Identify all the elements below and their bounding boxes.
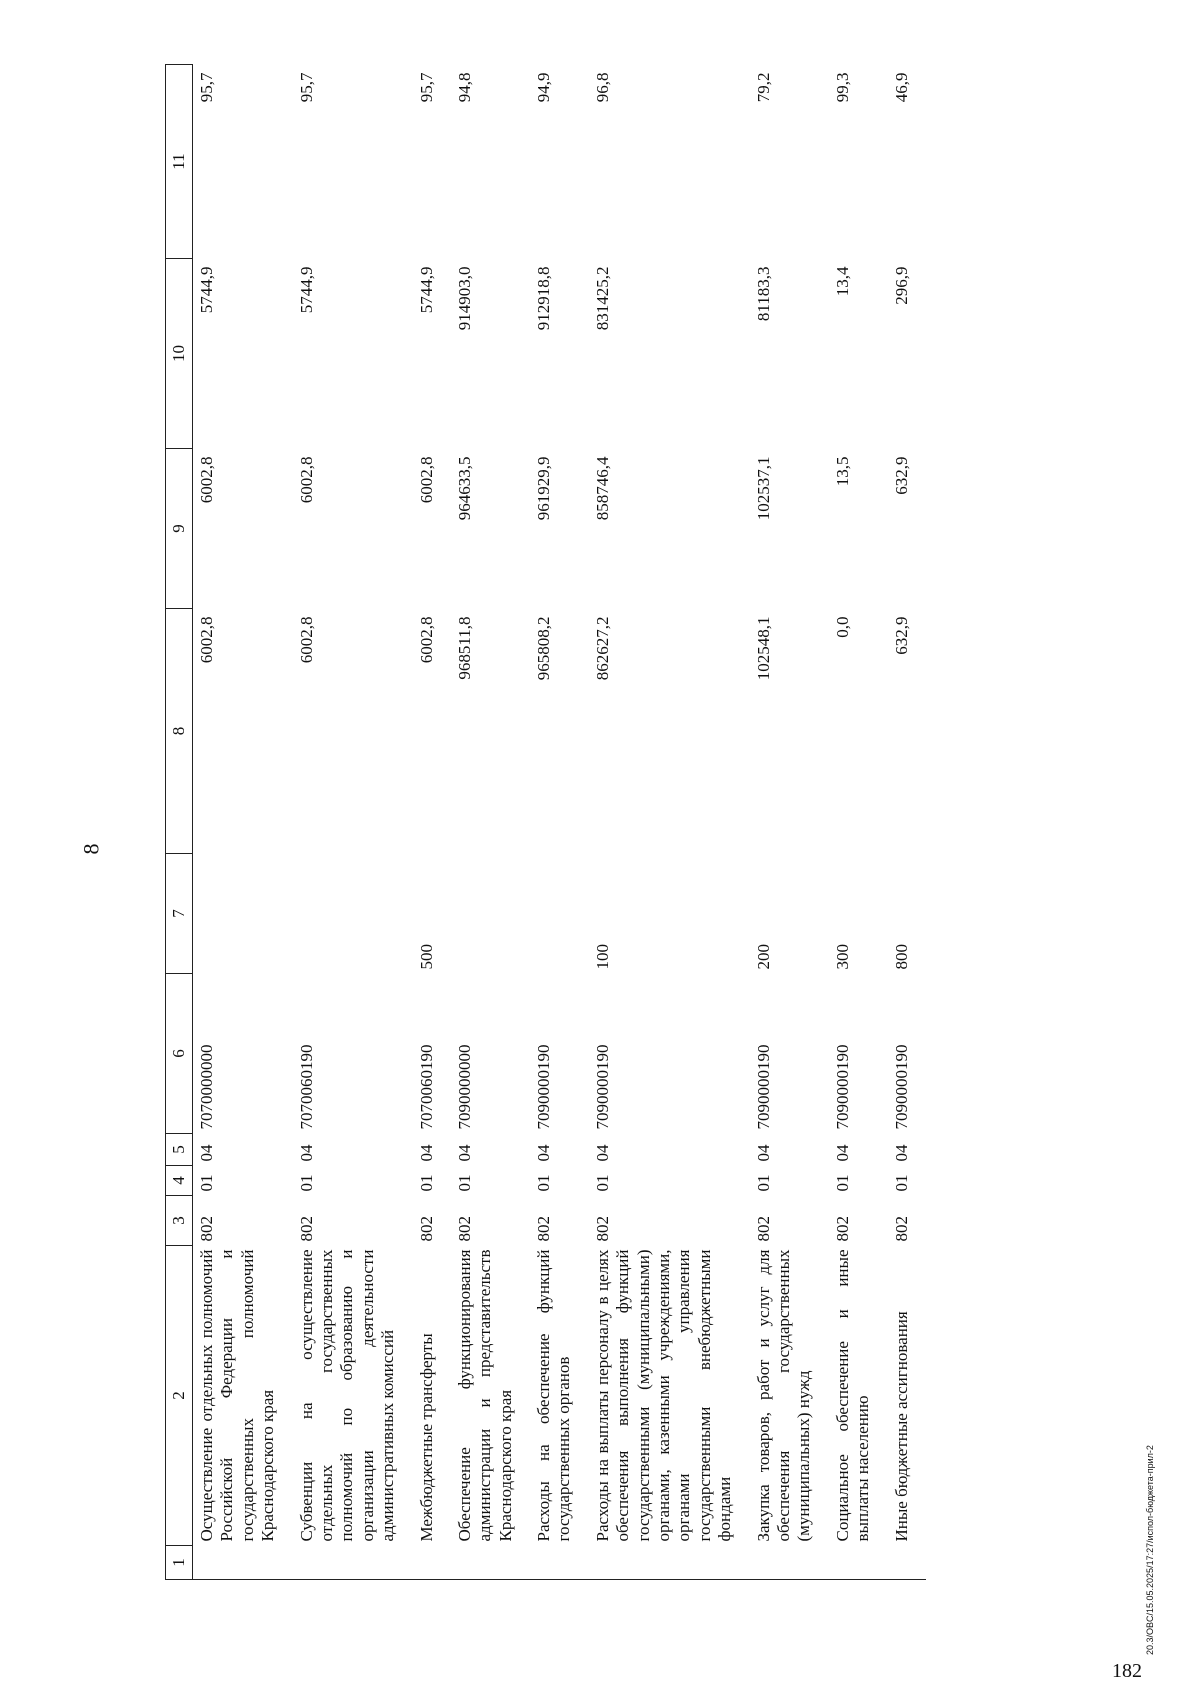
row-name: Расходы на выплаты персоналу в целях обеспечения выполнения функций государственными (муниципальными) органами, казенными учреждениями, органами управления государственными внебюджетными фондами: [592, 1249, 735, 1542]
cell-ministry: 802: [416, 1216, 436, 1242]
column-header: 10: [166, 259, 193, 449]
cell-target-article: 7090000190: [753, 1044, 773, 1130]
cell-value-11: 95,7: [296, 72, 316, 103]
cell-expense-type: [293, 854, 413, 974]
cell-section: 01: [296, 1174, 316, 1192]
row-name: Социальное обеспечение и иные выплаты населению: [832, 1249, 873, 1542]
table-row: [589, 65, 750, 1580]
cell-value-10: 912918,8: [534, 266, 554, 331]
column-header: 5: [166, 1134, 193, 1166]
cell-section: 01: [454, 1174, 474, 1192]
cell-ministry: 802: [296, 1216, 316, 1242]
footer-code: 20.3/OBC/15.05.2025/17:27/испол-бюджета-прил-2: [1145, 1445, 1155, 1655]
row-name: Осуществление отдельных полномочий Российской Федерации и государственных полномочий Краснодарского края: [197, 1249, 278, 1542]
row-name: Межбюджетные трансферты: [416, 1333, 436, 1542]
cell-section: 01: [534, 1174, 554, 1192]
cell-value-11: 94,8: [454, 72, 474, 103]
row-number-cell: [829, 1546, 888, 1580]
cell-section: 01: [416, 1174, 436, 1192]
cell-value-11: 46,9: [891, 72, 911, 103]
cell-subsection: 04: [197, 1144, 216, 1162]
cell-value-9: 858746,4: [592, 456, 612, 521]
table-row: [293, 65, 413, 1580]
cell-section: 01: [891, 1174, 911, 1192]
cell-section: 01: [197, 1174, 216, 1192]
column-header: 9: [166, 449, 193, 609]
header-row: [166, 65, 193, 1580]
cell-subsection: 04: [534, 1144, 554, 1162]
cell-section: 01: [832, 1174, 852, 1192]
cell-ministry: 802: [592, 1216, 612, 1242]
cell-value-10: 13,4: [832, 266, 852, 297]
rotated-table-container: [165, 65, 1140, 1580]
cell-value-9: 102537,1: [753, 456, 773, 521]
column-header: 6: [166, 974, 193, 1134]
cell-value-10: 5744,9: [416, 266, 436, 314]
column-header: 4: [166, 1166, 193, 1196]
row-number-cell: [451, 1546, 530, 1580]
cell-value-11: 79,2: [753, 72, 773, 103]
cell-ministry: 802: [753, 1216, 773, 1242]
row-number-cell: [750, 1546, 829, 1580]
cell-expense-type: 300: [832, 944, 852, 970]
page-number: 8: [78, 843, 104, 855]
table-row: [750, 65, 829, 1580]
cell-expense-type: 100: [592, 944, 612, 970]
cell-value-8: 965808,2: [534, 616, 554, 681]
cell-value-8: 862627,2: [592, 616, 612, 681]
cell-target-article: 7070060190: [416, 1044, 436, 1130]
row-number-cell: [413, 1546, 451, 1580]
cell-expense-type: [530, 854, 589, 974]
column-header: 2: [166, 1246, 193, 1546]
table-row: [193, 65, 293, 1580]
cell-value-9: 961929,9: [534, 456, 554, 521]
cell-expense-type: 800: [891, 944, 911, 970]
column-header: 8: [166, 609, 193, 854]
cell-target-article: 7090000190: [832, 1044, 852, 1130]
row-number-cell: [888, 1546, 926, 1580]
cell-value-8: 0,0: [832, 616, 852, 638]
cell-ministry: 802: [832, 1216, 852, 1242]
cell-expense-type: [193, 854, 293, 974]
cell-ministry: 802: [534, 1216, 554, 1242]
row-number-cell: [589, 1546, 750, 1580]
cell-value-8: 968511,8: [454, 616, 474, 680]
cell-subsection: 04: [454, 1144, 474, 1162]
cell-expense-type: [451, 854, 530, 974]
cell-target-article: 7090000190: [592, 1044, 612, 1130]
cell-value-8: 6002,8: [416, 616, 436, 664]
cell-subsection: 04: [296, 1144, 316, 1162]
cell-subsection: 04: [891, 1144, 911, 1162]
row-name: Субвенции на осуществление отдельных государственных полномочий по образованию и организации деятельности административных комиссий: [296, 1249, 398, 1542]
budget-table: [165, 64, 926, 1580]
row-name: Иные бюджетные ассигнования: [891, 1311, 911, 1542]
cell-subsection: 04: [753, 1144, 773, 1162]
cell-value-9: 632,9: [891, 456, 911, 495]
cell-value-9: 13,5: [832, 456, 852, 487]
cell-target-article: 7070060190: [296, 1044, 316, 1130]
column-header: 3: [166, 1196, 193, 1246]
cell-target-article: 7090000190: [534, 1044, 554, 1130]
cell-value-10: 5744,9: [197, 266, 216, 314]
cell-target-article: 7070000000: [197, 1044, 216, 1130]
row-name: Обеспечение функционирования администрации и представительств Краснодарского края: [454, 1249, 515, 1542]
cell-subsection: 04: [592, 1144, 612, 1162]
row-name: Закупка товаров, работ и услуг для обеспечения государственных (муниципальных) нужд: [753, 1249, 814, 1542]
cell-section: 01: [753, 1174, 773, 1192]
table-row: [451, 65, 530, 1580]
cell-section: 01: [592, 1174, 612, 1192]
row-number-cell: [530, 1546, 589, 1580]
sheet-number: 182: [1112, 1660, 1142, 1682]
cell-expense-type: 200: [753, 944, 773, 970]
cell-value-9: 6002,8: [197, 456, 216, 504]
table-row: [888, 65, 926, 1580]
column-header: 7: [166, 854, 193, 974]
cell-value-9: 6002,8: [296, 456, 316, 504]
cell-ministry: 802: [891, 1216, 911, 1242]
cell-expense-type: 500: [416, 944, 436, 970]
cell-value-11: 96,8: [592, 72, 612, 103]
cell-value-9: 964633,5: [454, 456, 474, 521]
cell-target-article: 7090000190: [891, 1044, 911, 1130]
row-name: Расходы на обеспечение функций государственных органов: [534, 1249, 574, 1542]
table-row: [530, 65, 589, 1580]
cell-ministry: 802: [454, 1216, 474, 1242]
cell-value-10: 296,9: [891, 266, 911, 305]
cell-value-11: 95,7: [416, 72, 436, 103]
cell-value-8: 102548,1: [753, 616, 773, 681]
cell-target-article: 7090000000: [454, 1044, 474, 1130]
column-header: 11: [166, 65, 193, 259]
cell-value-11: 95,7: [197, 72, 216, 103]
cell-ministry: 802: [197, 1216, 216, 1242]
cell-value-8: 6002,8: [197, 616, 216, 664]
row-number-cell: [193, 1546, 293, 1580]
table-row: [413, 65, 451, 1580]
cell-value-8: 6002,8: [296, 616, 316, 664]
cell-value-9: 6002,8: [416, 456, 436, 504]
row-number-cell: [293, 1546, 413, 1580]
column-header: 1: [166, 1546, 193, 1580]
cell-value-10: 831425,2: [592, 266, 612, 331]
cell-value-11: 94,9: [534, 72, 554, 103]
cell-value-11: 99,3: [832, 72, 852, 103]
cell-subsection: 04: [832, 1144, 852, 1162]
table-row: [829, 65, 888, 1580]
cell-value-10: 81183,3: [753, 266, 773, 322]
cell-value-10: 5744,9: [296, 266, 316, 314]
cell-value-10: 914903,0: [454, 266, 474, 331]
cell-value-8: 632,9: [891, 616, 911, 655]
cell-subsection: 04: [416, 1144, 436, 1162]
